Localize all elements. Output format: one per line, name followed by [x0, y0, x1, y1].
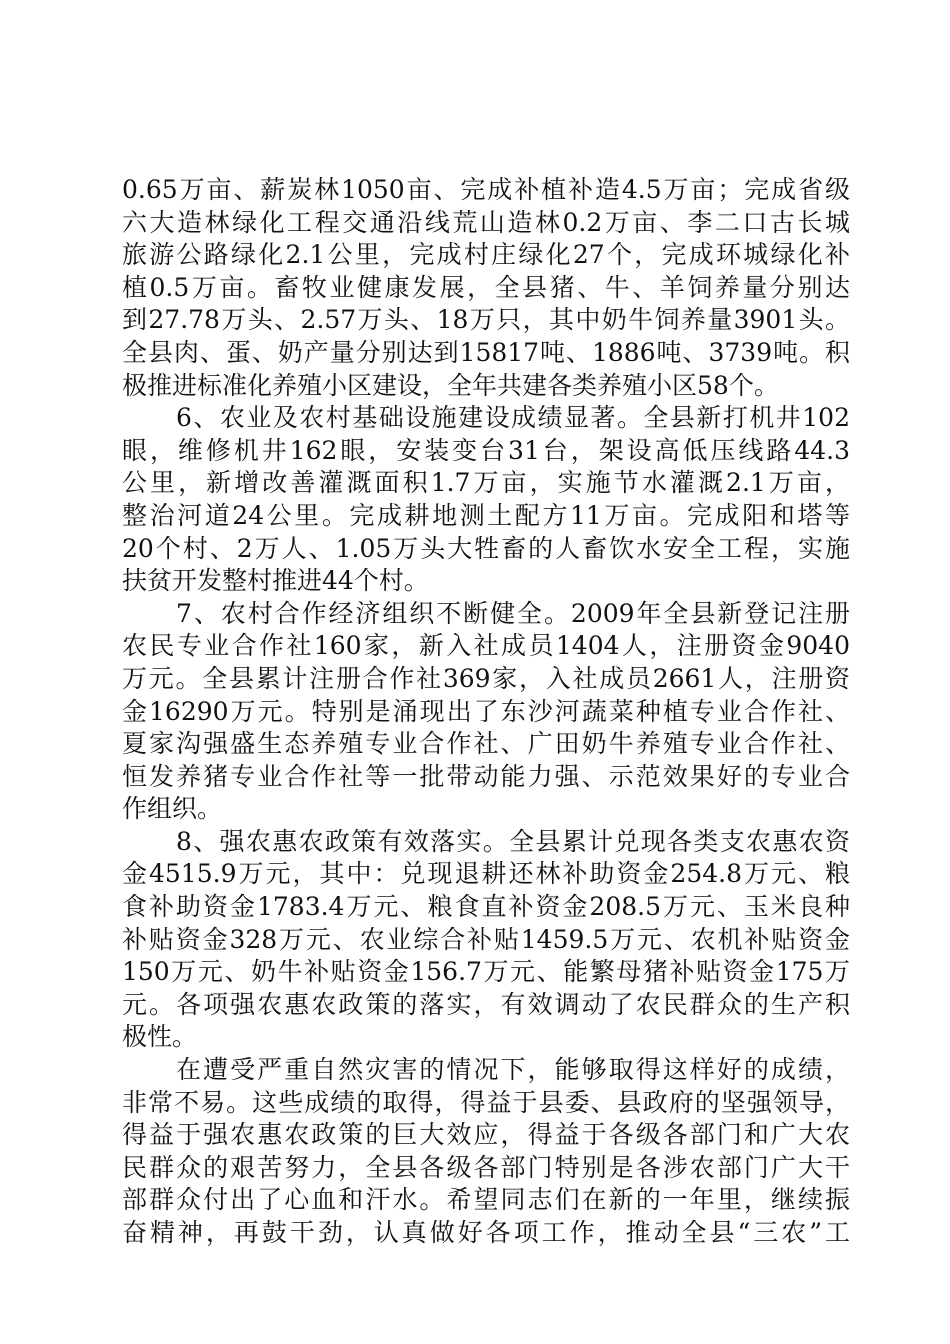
text-line: 公里，新增改善灌溉面积1.7万亩，实施节水灌溉2.1万亩， — [122, 468, 850, 498]
text-line: 得益于强农惠农政策的巨大效应，得益于各级各部门和广大农 — [122, 1120, 850, 1150]
text-line: 金16290万元。特别是涌现出了东沙河蔬菜种植专业合作社、 — [122, 696, 850, 726]
text-line: 六大造林绿化工程交通沿线荒山造林0.2万亩、李二口古长城 — [122, 207, 850, 237]
text-line: 作组织。 — [122, 794, 223, 824]
text-line: 恒发养猪专业合作社等一批带动能力强、示范效果好的专业合 — [122, 761, 850, 791]
text-line: 民群众的艰苦努力，全县各级各部门特别是各涉农部门广大干 — [122, 1152, 850, 1182]
text-line: 0.65万亩、薪炭林1050亩、完成补植补造4.5万亩；完成省级 — [122, 175, 850, 204]
text-line: 全县肉、蛋、奶产量分别达到15817吨、1886吨、3739吨。积 — [122, 337, 850, 367]
text-line: 非常不易。这些成绩的取得，得益于县委、县政府的坚强领导， — [122, 1087, 850, 1117]
text-line: 150万元、奶牛补贴资金156.7万元、能繁母猪补贴资金175万 — [122, 957, 850, 987]
paragraph — [122, 1054, 850, 1250]
text-line: 金4515.9万元，其中：兑现退耕还林补助资金254.8万元、粮 — [122, 859, 850, 889]
text-line: 8、强农惠农政策有效落实。全县累计兑现各类支农惠农资 — [176, 826, 850, 856]
text-line: 整治河道24公里。完成耕地测土配方11万亩。完成阳和塔等 — [122, 500, 850, 530]
text-line: 到27.78万头、2.57万头、18万只，其中奶牛饲养量3901头。 — [122, 305, 850, 335]
paragraph — [122, 598, 850, 826]
paragraph — [122, 402, 850, 598]
paragraph — [122, 826, 850, 1054]
text-line: 补贴资金328万元、农业综合补贴1459.5万元、农机补贴资金 — [122, 924, 850, 954]
text-line: 食补助资金1783.4万元、粮食直补资金208.5万元、玉米良种 — [122, 892, 850, 922]
text-line: 元。各项强农惠农政策的落实，有效调动了农民群众的生产积 — [122, 989, 850, 1019]
text-line: 7、农村合作经济组织不断健全。2009年全县新登记注册 — [176, 598, 850, 628]
text-line: 极推进标准化养殖小区建设，全年共建各类养殖小区58个。 — [122, 370, 779, 400]
text-line: 农民专业合作社160家，新入社成员1404人，注册资金9040 — [122, 631, 850, 661]
paragraph — [122, 174, 850, 402]
text-line: 扶贫开发整村推进44个村。 — [122, 566, 429, 596]
text-line: 极性。 — [122, 1022, 198, 1052]
text-line: 20个村、2万人、1.05万头大牲畜的人畜饮水安全工程，实施 — [122, 533, 850, 563]
text-line: 奋精神，再鼓干劲，认真做好各项工作，推动全县“三农”工 — [122, 1218, 850, 1247]
text-line: 部群众付出了心血和汗水。希望同志们在新的一年里，继续振 — [122, 1185, 850, 1215]
document-body — [122, 174, 850, 1250]
text-line: 6、农业及农村基础设施建设成绩显著。全县新打机井102 — [176, 403, 850, 433]
text-line: 夏家沟强盛生态养殖专业合作社、广田奶牛养殖专业合作社、 — [122, 729, 850, 759]
text-line: 旅游公路绿化2.1公里，完成村庄绿化27个，完成环城绿化补 — [122, 240, 850, 270]
text-line: 眼，维修机井162眼，安装变台31台，架设高低压线路44.3 — [122, 435, 850, 465]
text-line: 植0.5万亩。畜牧业健康发展，全县猪、牛、羊饲养量分别达 — [122, 272, 850, 302]
text-line: 万元。全县累计注册合作社369家，入社成员2661人，注册资 — [122, 663, 850, 693]
text-line: 在遭受严重自然灾害的情况下，能够取得这样好的成绩， — [176, 1055, 850, 1085]
